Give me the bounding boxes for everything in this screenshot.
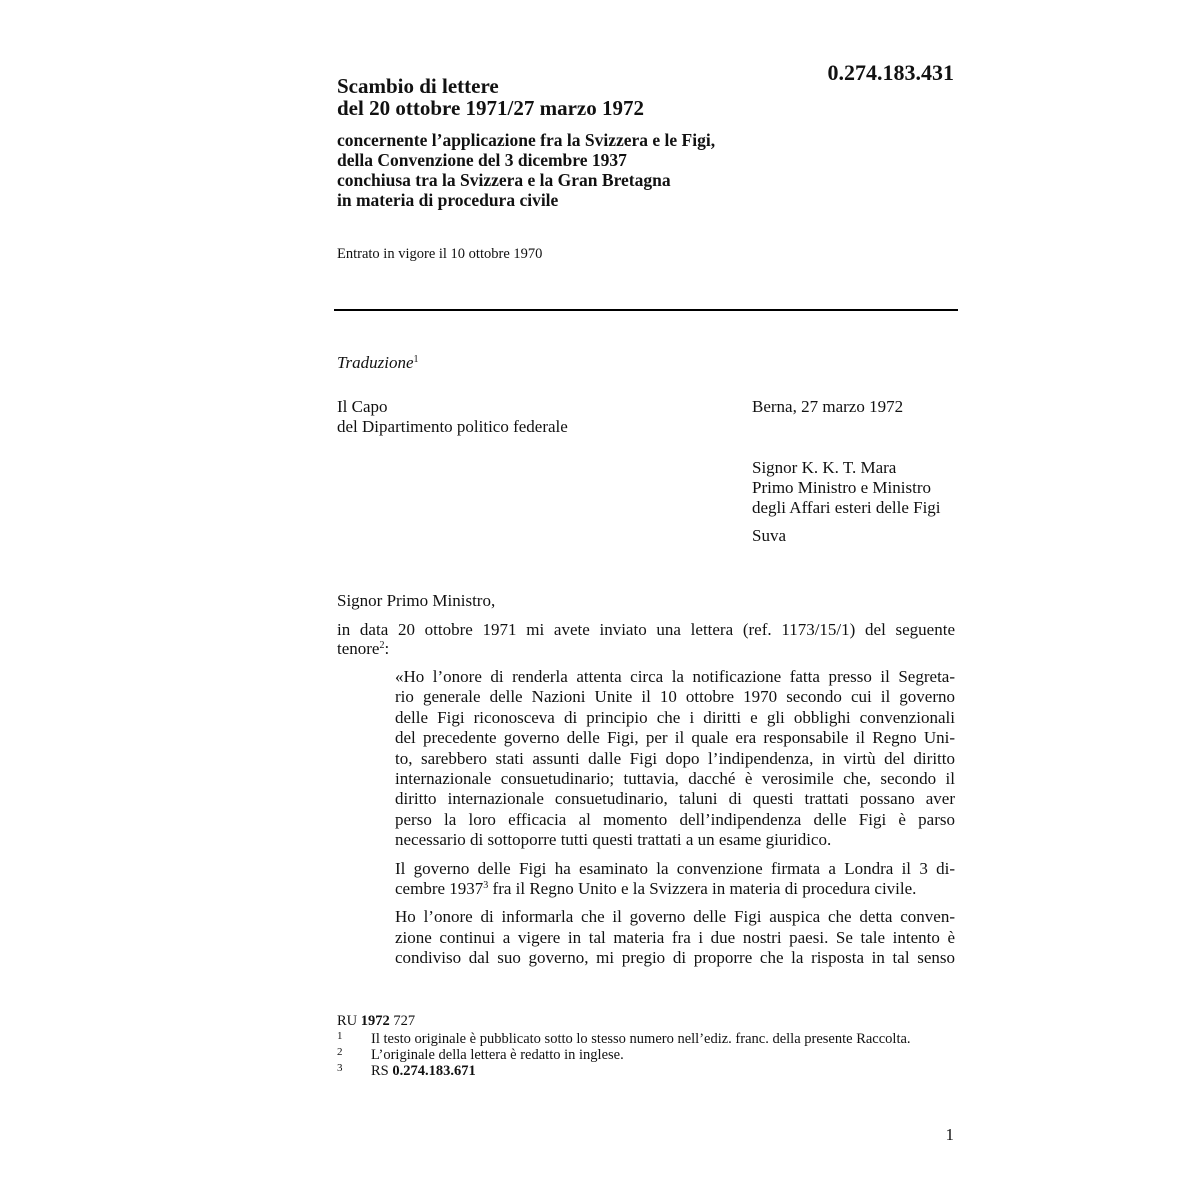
sender-line: Il Capo	[337, 397, 388, 416]
translation-text: Traduzione	[337, 353, 414, 372]
subtitle-line: della Convenzione del 3 dicembre 1937	[337, 150, 627, 170]
footnote	[337, 1063, 937, 1079]
quote-line: necessario di sottoporre tutti questi trattati a un esame giuridico.	[395, 830, 832, 850]
quote-line: delle Figi riconosceva di principio che i diritti e gli obblighi convenzionali	[395, 707, 955, 727]
quote-line: condiviso dal suo governo, mi pregio di proporre che la risposta in tal senso	[395, 948, 955, 968]
quote-line	[395, 879, 955, 899]
ru-year: 1972	[360, 1013, 390, 1029]
quote-line: Il governo delle Figi ha esaminato la convenzione firmata a Londra il 3 di-	[395, 858, 955, 878]
footnote	[337, 1047, 937, 1063]
ru-reference	[337, 1013, 937, 1029]
footnote-ref[interactable]: 2	[379, 640, 385, 651]
document-title	[337, 75, 777, 119]
intro-paragraph	[337, 620, 955, 658]
paragraph-gap	[395, 899, 955, 907]
footnote-ref[interactable]: 1	[413, 354, 419, 365]
footnote-prefix: RS	[371, 1063, 389, 1079]
ru-page: 727	[393, 1013, 416, 1029]
document-subtitle	[337, 130, 797, 210]
ru-prefix: RU	[337, 1013, 358, 1029]
paragraph-gap	[395, 851, 955, 859]
quote-line: Ho l’onore di informarla che il governo delle Figi auspica che detta conven-	[395, 907, 955, 927]
footnote-text: Il testo originale è pubblicato sotto lo stesso numero nell’ediz. franc. della presente Raccolta.	[371, 1031, 911, 1047]
letter-sender	[337, 397, 568, 437]
letter-recipient	[752, 458, 941, 546]
sr-link[interactable]: 0.274.183.671	[392, 1063, 476, 1079]
quote-text: cembre 1937	[395, 879, 484, 899]
subtitle-line: in materia di procedura civile	[337, 190, 559, 210]
intro-line	[337, 639, 955, 658]
quote-line: rio generale delle Nazioni Unite il 10 ottobre 1970 secondo cui il governo	[395, 687, 955, 707]
quote-line: internazionale consuetudinario; tuttavia, dacché è verosimile che, secondo il	[395, 769, 955, 789]
intro-line: in data 20 ottobre 1971 mi avete inviato una lettera (ref. 1173/15/1) del seguente	[337, 620, 955, 639]
quote-line: «Ho l’onore di renderla attenta circa la notificazione fatta presso il Segreta-	[395, 667, 955, 686]
title-line: Scambio di lettere	[337, 74, 499, 98]
recipient-line: Primo Ministro e Ministro	[752, 478, 931, 497]
footnotes	[337, 1013, 937, 1079]
in-force-date: Entrato in vigore il 10 ottobre 1970	[337, 246, 543, 262]
intro-text: tenore	[337, 639, 380, 658]
header-divider	[334, 309, 958, 311]
place-date: Berna, 27 marzo 1972	[752, 397, 904, 416]
quote-line: diritto internazionale consuetudinario, taluni di questi trattati possano aver	[395, 789, 955, 809]
subtitle-line: conchiusa tra la Svizzera e la Gran Bretagna	[337, 170, 671, 190]
quoted-letter	[395, 667, 955, 969]
sr-number: 0.274.183.431	[827, 60, 954, 85]
page-number: 1	[945, 1125, 954, 1144]
footnote-number: 1	[337, 1030, 343, 1042]
title-line: del 20 ottobre 1971/27 marzo 1972	[337, 96, 644, 120]
footnote-number: 2	[337, 1046, 343, 1058]
sender-line: del Dipartimento politico federale	[337, 417, 568, 436]
translation-label	[337, 353, 419, 373]
quote-line: del precedente governo delle Figi, per il quale era responsabile il Regno Uni-	[395, 728, 955, 748]
quote-text: fra il Regno Unito e la Svizzera in materia di procedura civile.	[488, 879, 917, 899]
recipient-line: Signor K. K. T. Mara	[752, 458, 897, 477]
subtitle-line: concernente l’applicazione fra la Svizzera e le Figi,	[337, 130, 716, 150]
footnote-ref[interactable]: 3	[483, 880, 489, 892]
intro-colon: :	[384, 639, 390, 658]
salutation: Signor Primo Ministro,	[337, 591, 496, 610]
recipient-line: degli Affari esteri delle Figi	[752, 498, 941, 517]
quote-line: to, sarebbero stati assunti dalle Figi dopo l’indipendenza, in virtù del diritto	[395, 748, 955, 768]
footnote-number: 3	[337, 1062, 343, 1074]
recipient-city: Suva	[752, 526, 786, 545]
quote-line: perso la loro efficacia al momento dell’indipendenza delle Figi è parso	[395, 809, 955, 829]
footnote-text: L’originale della lettera è redatto in inglese.	[371, 1047, 624, 1063]
footnote	[337, 1031, 937, 1047]
quote-line: zione continui a vigere in tal materia fra i due nostri paesi. Se tale intento è	[395, 927, 955, 947]
